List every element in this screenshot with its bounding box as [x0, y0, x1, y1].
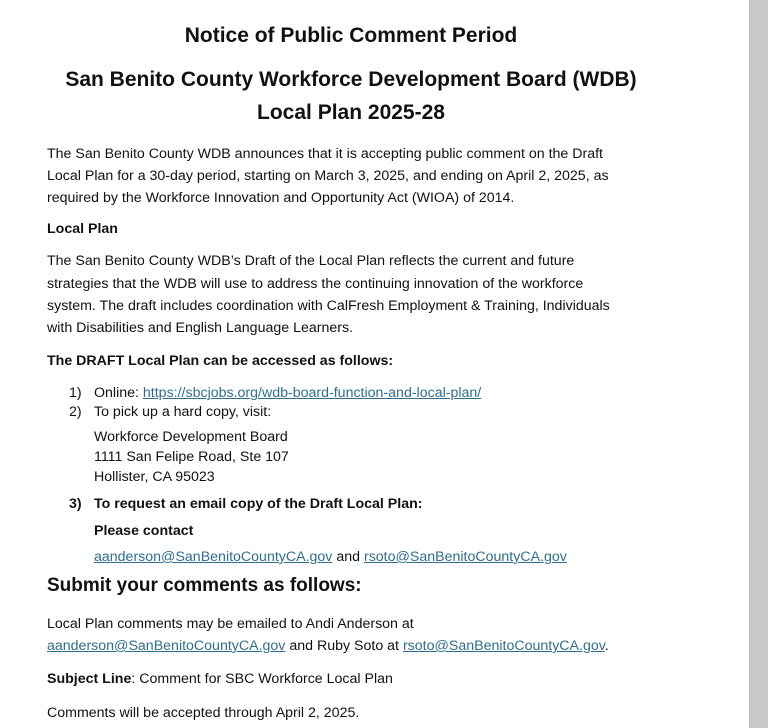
local-plan-line-1: The San Benito County WDB’s Draft of the Local Plan reflects the current and future	[47, 253, 575, 269]
deadline-text: Comments will be accepted through April 2, 2025.	[47, 705, 360, 721]
local-plan-line-4: with Disabilities and English Language Learners.	[47, 320, 354, 336]
contact-emails	[94, 546, 567, 568]
item-2-number: 2)	[69, 404, 82, 420]
intro-line-1: The San Benito County WDB announces that it is accepting public comment on the Draft	[47, 146, 603, 162]
contact-email-anderson[interactable]: aanderson@SanBenitoCountyCA.gov	[94, 549, 333, 565]
vertical-scrollbar[interactable]	[750, 0, 768, 728]
address-line-1: Workforce Development Board	[94, 429, 288, 445]
contact-email-soto[interactable]: rsoto@SanBenitoCountyCA.gov	[363, 549, 567, 565]
subject-text: : Comment for SBC Workforce Local Plan	[131, 671, 393, 687]
submit-email-soto[interactable]: rsoto@SanBenitoCountyCA.gov	[402, 638, 605, 654]
local-plan-line-2: strategies that the WDB will use to address the continuing innovation of the workforce	[47, 276, 584, 292]
item-2-label: To pick up a hard copy, visit:	[94, 404, 272, 420]
submit-heading: Submit your comments as follows:	[47, 575, 362, 596]
item-1-number: 1)	[69, 385, 82, 401]
submit-end: .	[604, 638, 609, 654]
local-plan-line-3: system. The draft includes coordination with CalFresh Employment & Training, Individuals	[47, 298, 610, 314]
plan-title: Local Plan 2025-28	[257, 101, 445, 124]
local-plan-heading: Local Plan	[47, 221, 118, 237]
local-plan-link[interactable]: https://sbcjobs.org/wdb-board-function-and-local-plan/	[142, 385, 482, 401]
board-title: San Benito County Workforce Development Board (WDB)	[65, 68, 637, 91]
subject-line	[47, 668, 393, 690]
contact-label: Please contact	[94, 523, 194, 539]
notice-title: Notice of Public Comment Period	[184, 24, 518, 47]
submit-line-2	[47, 635, 609, 657]
submit-email-anderson[interactable]: aanderson@SanBenitoCountyCA.gov	[47, 638, 286, 654]
contact-and: and	[332, 549, 364, 565]
address-line-2: 1111 San Felipe Road, Ste 107	[94, 449, 289, 465]
item-3-label: To request an email copy of the Draft Local Plan:	[94, 496, 423, 512]
intro-line-3: required by the Workforce Innovation and Opportunity Act (WIOA) of 2014.	[47, 190, 515, 206]
item-1-label: Online:	[94, 385, 143, 401]
access-heading: The DRAFT Local Plan can be accessed as follows:	[47, 353, 394, 369]
item-3-number: 3)	[69, 496, 82, 512]
subject-label: Subject Line	[47, 671, 132, 687]
submit-line-1: Local Plan comments may be emailed to Andi Anderson at	[47, 616, 414, 632]
address-line-3: Hollister, CA 95023	[94, 469, 215, 485]
submit-mid: and Ruby Soto at	[285, 638, 403, 654]
intro-line-2: Local Plan for a 30-day period, starting on March 3, 2025, and ending on April 2, 2025, as	[47, 168, 609, 184]
